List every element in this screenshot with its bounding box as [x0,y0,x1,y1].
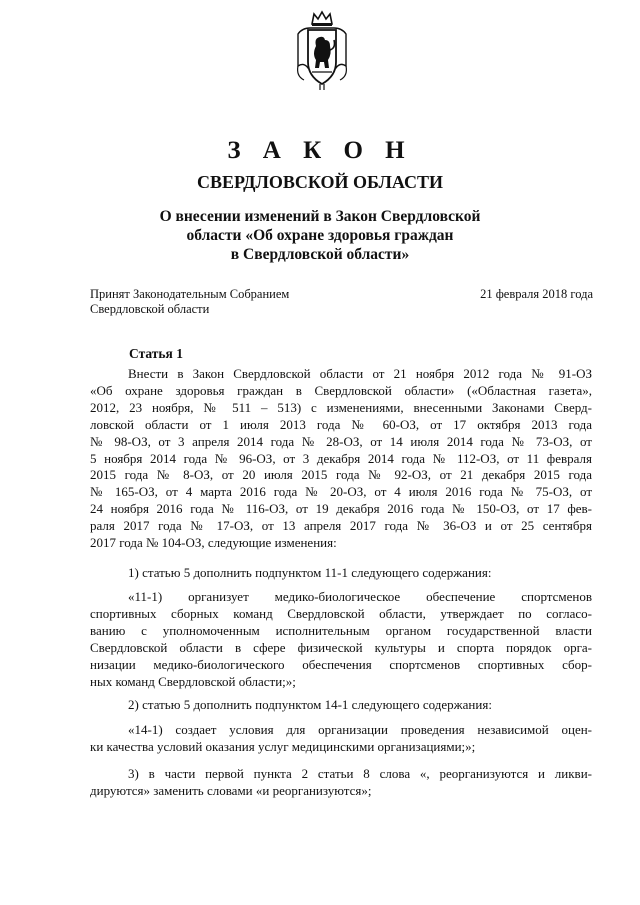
adopted-by-line: Принят Законодательным Собранием [90,287,290,301]
document-subtitle: СВЕРДЛОВСКОЙ ОБЛАСТИ [197,172,443,192]
paragraph-line: 24 ноября 2016 года № 116-ОЗ, от 19 декабря 2016 года № 150-ОЗ, от 17 фев- [90,501,592,517]
adoption-date: 21 февраля 2018 года [480,287,593,301]
document-title: З А К О Н [227,137,413,164]
paragraph-line: спортивных сборных команд Свердловской области, утверждает по согласо- [90,605,592,621]
paragraph-line: дируются» заменить словами «и реорганизуются»; [90,782,372,798]
paragraph-line: раля 2017 года № 17-ОЗ, от 13 апреля 2017 года № 36-ОЗ и от 25 сентября [90,518,592,534]
paragraph-line: ловской области от 1 июля 2013 года № 60-ОЗ, от 17 октября 2013 года [90,416,592,432]
law-heading-line: области «Об охране здоровья граждан [186,227,454,244]
article-paragraph [90,366,592,552]
law-heading-line: в Свердловской области» [230,246,410,263]
paragraph-line: 1) статью 5 дополнить подпунктом 11-1 следующего содержания: [128,565,492,580]
paragraph-line: № 165-ОЗ, от 4 марта 2016 года № 20-ОЗ, от 4 июля 2016 года № 75-ОЗ, от [90,484,592,500]
article-paragraph [90,565,592,582]
article-paragraph [90,766,592,800]
paragraph-line: ванию с уполномоченным исполнительным органом государственной власти [90,622,592,638]
paragraph-line: 2012, 23 ноября, № 511 – 513) с изменениями, внесенными Законами Сверд- [90,399,592,415]
paragraph-line: 3) в части первой пункта 2 статьи 8 слова «, реорганизуются и ликви- [128,766,592,781]
coat-of-arms-icon [290,10,354,92]
paragraph-line: «Об охране здоровья граждан в Свердловской области» («Областная газета», [90,382,592,398]
law-heading-line: О внесении изменений в Закон Свердловской [159,208,481,225]
paragraph-line: Внести в Закон Свердловской области от 21 ноября 2012 года № 91-ОЗ [128,366,592,381]
adopted-by [90,287,350,317]
article-paragraph [90,722,592,756]
paragraph-line: 5 ноября 2014 года № 96-ОЗ, от 3 декабря 2014 года № 112-ОЗ, от 11 февраля [90,450,592,466]
paragraph-line: № 98-ОЗ, от 3 апреля 2014 года № 28-ОЗ, от 14 июля 2014 года № 73-ОЗ, от [90,433,592,449]
paragraph-line: низации медико-биологического обеспечения спортсменов спортивных сбор- [90,656,592,672]
paragraph-line: Свердловской области в сфере физической культуры и спорта порядок орга- [90,639,592,655]
paragraph-line: «11-1) организует медико-биологическое обеспечение спортсменов [128,589,592,604]
article-paragraph [90,697,592,714]
article-paragraph [90,589,592,690]
paragraph-line: 2) статью 5 дополнить подпунктом 14-1 следующего содержания: [128,697,492,712]
law-heading [120,207,520,264]
paragraph-line: «14-1) создает условия для организации проведения независимой оцен- [128,722,592,737]
adopted-by-line: Свердловской области [90,302,210,316]
paragraph-line: ных команд Свердловской области;»; [90,673,296,689]
paragraph-line: ки качества условий оказания услуг медицинскими организациями;»; [90,738,476,754]
paragraph-line: 2017 года № 104-ОЗ, следующие изменения: [90,535,337,551]
article-title: Статья 1 [129,346,183,361]
paragraph-line: 2015 года № 8-ОЗ, от 20 июля 2015 года № 92-ОЗ, от 21 декабря 2015 года [90,467,592,483]
